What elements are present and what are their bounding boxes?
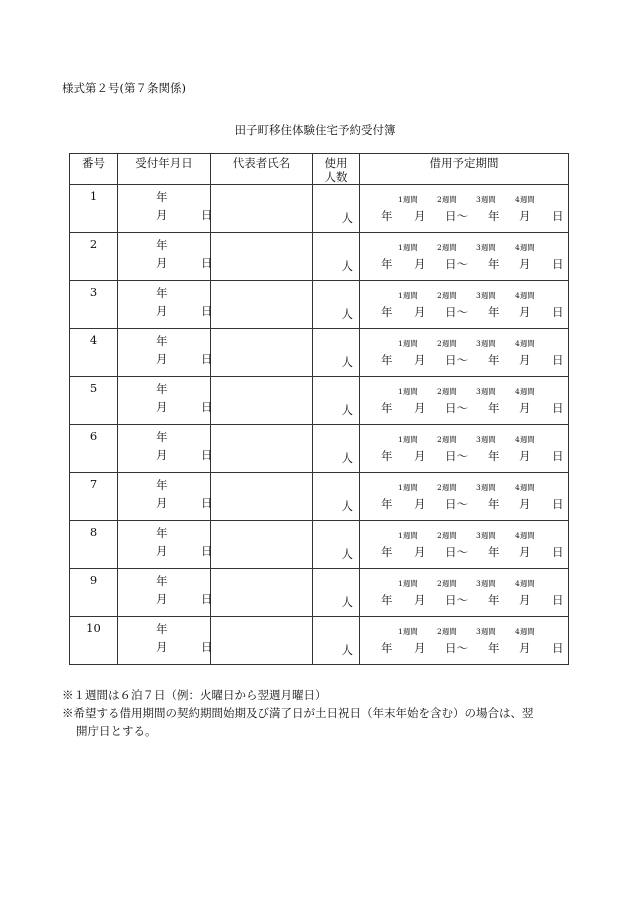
reception-date-cell[interactable] <box>118 233 211 281</box>
start-day-range-label: 日～ <box>445 353 468 367</box>
day-label: 日 <box>201 304 213 318</box>
end-month-label: 月 <box>519 449 531 463</box>
header-people-line2: 人数 <box>324 170 348 184</box>
year-label: 年 <box>156 430 168 444</box>
start-year-label: 年 <box>381 449 393 463</box>
representative-name-cell[interactable] <box>211 329 313 377</box>
people-unit-label: 人 <box>341 403 353 417</box>
month-label: 月 <box>156 400 168 414</box>
start-month-label: 月 <box>414 257 426 271</box>
representative-name-cell[interactable] <box>211 377 313 425</box>
people-count-cell[interactable] <box>313 329 360 377</box>
year-label: 年 <box>156 334 168 348</box>
people-unit-label: 人 <box>341 595 353 609</box>
end-day-label: 日 <box>552 449 564 463</box>
week3-option[interactable]: 3週間 <box>476 387 496 396</box>
end-day-label: 日 <box>552 305 564 319</box>
people-unit-label: 人 <box>341 211 353 225</box>
week1-option[interactable]: 1週間 <box>398 387 418 396</box>
year-label: 年 <box>156 382 168 396</box>
end-month-label: 月 <box>519 593 531 607</box>
start-month-label: 月 <box>414 209 426 223</box>
row-number-cell <box>70 521 118 569</box>
end-year-label: 年 <box>488 449 500 463</box>
table-row <box>70 377 569 425</box>
end-month-label: 月 <box>519 257 531 271</box>
week4-option[interactable]: 4週間 <box>515 627 535 636</box>
start-year-label: 年 <box>381 641 393 655</box>
row-number: 9 <box>89 573 98 587</box>
week2-option[interactable]: 2週間 <box>437 339 457 348</box>
week3-option[interactable]: 3週間 <box>476 195 496 204</box>
end-year-label: 年 <box>488 545 500 559</box>
month-label: 月 <box>156 352 168 366</box>
start-year-label: 年 <box>381 401 393 415</box>
week1-option[interactable]: 1週間 <box>398 243 418 252</box>
month-label: 月 <box>156 448 168 462</box>
week2-option[interactable]: 2週間 <box>437 435 457 444</box>
people-unit-label: 人 <box>341 259 353 273</box>
table-row <box>70 617 569 665</box>
end-day-label: 日 <box>552 209 564 223</box>
representative-name-cell[interactable] <box>211 425 313 473</box>
row-number: 10 <box>86 621 101 635</box>
notes <box>62 686 582 740</box>
reception-date-cell[interactable] <box>118 281 211 329</box>
people-count-cell[interactable] <box>313 377 360 425</box>
end-day-label: 日 <box>552 257 564 271</box>
month-label: 月 <box>156 304 168 318</box>
row-number: 6 <box>89 429 98 443</box>
reception-date-cell[interactable] <box>118 617 211 665</box>
day-label: 日 <box>201 496 213 510</box>
end-day-label: 日 <box>552 641 564 655</box>
start-year-label: 年 <box>381 497 393 511</box>
table-header-row <box>70 154 569 185</box>
week3-option[interactable]: 3週間 <box>476 243 496 252</box>
table-row <box>70 329 569 377</box>
start-year-label: 年 <box>381 545 393 559</box>
month-label: 月 <box>156 592 168 606</box>
row-number: 8 <box>89 525 98 539</box>
reception-date-cell[interactable] <box>118 329 211 377</box>
week3-option[interactable]: 3週間 <box>476 531 496 540</box>
start-month-label: 月 <box>414 497 426 511</box>
row-number: 7 <box>89 477 98 491</box>
start-day-range-label: 日～ <box>445 545 468 559</box>
header-people-line1: 使用 <box>324 156 348 170</box>
reservation-table <box>69 153 569 665</box>
week1-option[interactable]: 1週間 <box>398 339 418 348</box>
week3-option[interactable]: 3週間 <box>476 435 496 444</box>
end-year-label: 年 <box>488 641 500 655</box>
table-row <box>70 473 569 521</box>
start-month-label: 月 <box>414 545 426 559</box>
start-year-label: 年 <box>381 353 393 367</box>
week4-option[interactable]: 4週間 <box>515 483 535 492</box>
day-label: 日 <box>201 352 213 366</box>
people-count-cell[interactable] <box>313 473 360 521</box>
week1-option[interactable]: 1週間 <box>398 579 418 588</box>
row-number-cell <box>70 329 118 377</box>
year-label: 年 <box>156 190 168 204</box>
year-label: 年 <box>156 526 168 540</box>
day-label: 日 <box>201 640 213 654</box>
week3-option[interactable]: 3週間 <box>476 339 496 348</box>
week4-option[interactable]: 4週間 <box>515 243 535 252</box>
end-year-label: 年 <box>488 497 500 511</box>
end-day-label: 日 <box>552 593 564 607</box>
week4-option[interactable]: 4週間 <box>515 339 535 348</box>
rental-period-cell[interactable] <box>360 569 569 617</box>
end-day-label: 日 <box>552 497 564 511</box>
week1-option[interactable]: 1週間 <box>398 291 418 300</box>
people-unit-label: 人 <box>341 307 353 321</box>
week3-option[interactable]: 3週間 <box>476 579 496 588</box>
end-day-label: 日 <box>552 353 564 367</box>
week2-option[interactable]: 2週間 <box>437 483 457 492</box>
week2-option[interactable]: 2週間 <box>437 579 457 588</box>
week1-option[interactable]: 1週間 <box>398 435 418 444</box>
table-row <box>70 233 569 281</box>
end-year-label: 年 <box>488 353 500 367</box>
day-label: 日 <box>201 256 213 270</box>
row-number: 2 <box>89 237 98 251</box>
row-number-cell <box>70 233 118 281</box>
week1-option[interactable]: 1週間 <box>398 627 418 636</box>
start-day-range-label: 日～ <box>445 257 468 271</box>
row-number-cell <box>70 281 118 329</box>
header-number: 番号 <box>70 154 118 185</box>
end-year-label: 年 <box>488 257 500 271</box>
start-year-label: 年 <box>381 593 393 607</box>
week2-option[interactable]: 2週間 <box>437 195 457 204</box>
week3-option[interactable]: 3週間 <box>476 291 496 300</box>
people-count-cell[interactable] <box>313 425 360 473</box>
rental-period-cell[interactable] <box>360 617 569 665</box>
day-label: 日 <box>201 400 213 414</box>
representative-name-cell[interactable] <box>211 185 313 233</box>
row-number: 3 <box>89 285 98 299</box>
representative-name-cell[interactable] <box>211 521 313 569</box>
reception-date-cell[interactable] <box>118 473 211 521</box>
row-number-cell <box>70 569 118 617</box>
year-label: 年 <box>156 478 168 492</box>
year-label: 年 <box>156 238 168 252</box>
year-label: 年 <box>156 286 168 300</box>
end-month-label: 月 <box>519 209 531 223</box>
people-unit-label: 人 <box>341 499 353 513</box>
rental-period-cell[interactable] <box>360 473 569 521</box>
end-year-label: 年 <box>488 305 500 319</box>
reception-date-cell[interactable] <box>118 569 211 617</box>
start-day-range-label: 日～ <box>445 641 468 655</box>
table-row <box>70 281 569 329</box>
week3-option[interactable]: 3週間 <box>476 483 496 492</box>
month-label: 月 <box>156 496 168 510</box>
start-day-range-label: 日～ <box>445 305 468 319</box>
table-row <box>70 185 569 233</box>
month-label: 月 <box>156 544 168 558</box>
rental-period-cell[interactable] <box>360 425 569 473</box>
week1-option[interactable]: 1週間 <box>398 483 418 492</box>
end-day-label: 日 <box>552 401 564 415</box>
week3-option[interactable]: 3週間 <box>476 627 496 636</box>
week4-option[interactable]: 4週間 <box>515 291 535 300</box>
people-count-cell[interactable] <box>313 281 360 329</box>
end-month-label: 月 <box>519 353 531 367</box>
start-month-label: 月 <box>414 353 426 367</box>
day-label: 日 <box>201 544 213 558</box>
end-month-label: 月 <box>519 545 531 559</box>
start-year-label: 年 <box>381 257 393 271</box>
week2-option[interactable]: 2週間 <box>437 243 457 252</box>
header-number-of-people <box>313 154 360 185</box>
month-label: 月 <box>156 208 168 222</box>
month-label: 月 <box>156 640 168 654</box>
header-representative-name: 代表者氏名 <box>211 154 313 185</box>
rental-period-cell[interactable] <box>360 377 569 425</box>
start-day-range-label: 日～ <box>445 497 468 511</box>
row-number-cell <box>70 425 118 473</box>
table-row <box>70 425 569 473</box>
day-label: 日 <box>201 592 213 606</box>
day-label: 日 <box>201 208 213 222</box>
start-day-range-label: 日～ <box>445 593 468 607</box>
representative-name-cell[interactable] <box>211 233 313 281</box>
week4-option[interactable]: 4週間 <box>515 387 535 396</box>
people-count-cell[interactable] <box>313 569 360 617</box>
note-week-definition: ※１週間は６泊７日（例：火曜日から翌週月曜日） <box>62 688 327 702</box>
representative-name-cell[interactable] <box>211 569 313 617</box>
reception-date-cell[interactable] <box>118 185 211 233</box>
week2-option[interactable]: 2週間 <box>437 291 457 300</box>
start-day-range-label: 日～ <box>445 449 468 463</box>
document-title: 田子町移住体験住宅予約受付簿 <box>234 123 396 137</box>
year-label: 年 <box>156 574 168 588</box>
end-month-label: 月 <box>519 641 531 655</box>
people-count-cell[interactable] <box>313 617 360 665</box>
header-rental-period: 借用予定期間 <box>360 154 569 185</box>
month-label: 月 <box>156 256 168 270</box>
week4-option[interactable]: 4週間 <box>515 435 535 444</box>
start-day-range-label: 日～ <box>445 209 468 223</box>
row-number-cell <box>70 377 118 425</box>
reception-date-cell[interactable] <box>118 521 211 569</box>
note-holiday-rule-continued: 開庁日とする。 <box>76 724 157 738</box>
week4-option[interactable]: 4週間 <box>515 195 535 204</box>
year-label: 年 <box>156 622 168 636</box>
start-month-label: 月 <box>414 305 426 319</box>
week1-option[interactable]: 1週間 <box>398 195 418 204</box>
form-number: 様式第２号(第７条関係) <box>62 81 186 95</box>
rental-period-cell[interactable] <box>360 233 569 281</box>
start-month-label: 月 <box>414 641 426 655</box>
representative-name-cell[interactable] <box>211 617 313 665</box>
start-year-label: 年 <box>381 209 393 223</box>
representative-name-cell[interactable] <box>211 281 313 329</box>
header-reception-date: 受付年月日 <box>118 154 211 185</box>
end-day-label: 日 <box>552 545 564 559</box>
representative-name-cell[interactable] <box>211 473 313 521</box>
week2-option[interactable]: 2週間 <box>437 531 457 540</box>
end-year-label: 年 <box>488 209 500 223</box>
rental-period-cell[interactable] <box>360 521 569 569</box>
end-month-label: 月 <box>519 497 531 511</box>
row-number: 1 <box>89 189 98 203</box>
row-number-cell <box>70 617 118 665</box>
people-count-cell[interactable] <box>313 521 360 569</box>
day-label: 日 <box>201 448 213 462</box>
start-month-label: 月 <box>414 401 426 415</box>
end-year-label: 年 <box>488 401 500 415</box>
reception-date-cell[interactable] <box>118 377 211 425</box>
end-year-label: 年 <box>488 593 500 607</box>
row-number: 5 <box>89 381 98 395</box>
start-year-label: 年 <box>381 305 393 319</box>
people-unit-label: 人 <box>341 355 353 369</box>
rental-period-cell[interactable] <box>360 281 569 329</box>
start-day-range-label: 日～ <box>445 401 468 415</box>
end-month-label: 月 <box>519 305 531 319</box>
people-count-cell[interactable] <box>313 185 360 233</box>
row-number-cell <box>70 473 118 521</box>
people-unit-label: 人 <box>341 451 353 465</box>
start-month-label: 月 <box>414 449 426 463</box>
week2-option[interactable]: 2週間 <box>437 387 457 396</box>
table-row <box>70 521 569 569</box>
rental-period-cell[interactable] <box>360 185 569 233</box>
note-holiday-rule: ※希望する借用期間の契約期間始期及び満了日が土日祝日（年末年始を含む）の場合は、翌 <box>62 706 534 720</box>
week4-option[interactable]: 4週間 <box>515 579 535 588</box>
week1-option[interactable]: 1週間 <box>398 531 418 540</box>
people-unit-label: 人 <box>341 547 353 561</box>
people-unit-label: 人 <box>341 643 353 657</box>
table-row <box>70 569 569 617</box>
week4-option[interactable]: 4週間 <box>515 531 535 540</box>
start-month-label: 月 <box>414 593 426 607</box>
rental-period-cell[interactable] <box>360 329 569 377</box>
end-month-label: 月 <box>519 401 531 415</box>
week2-option[interactable]: 2週間 <box>437 627 457 636</box>
people-count-cell[interactable] <box>313 233 360 281</box>
row-number: 4 <box>89 333 98 347</box>
reception-date-cell[interactable] <box>118 425 211 473</box>
row-number-cell <box>70 185 118 233</box>
